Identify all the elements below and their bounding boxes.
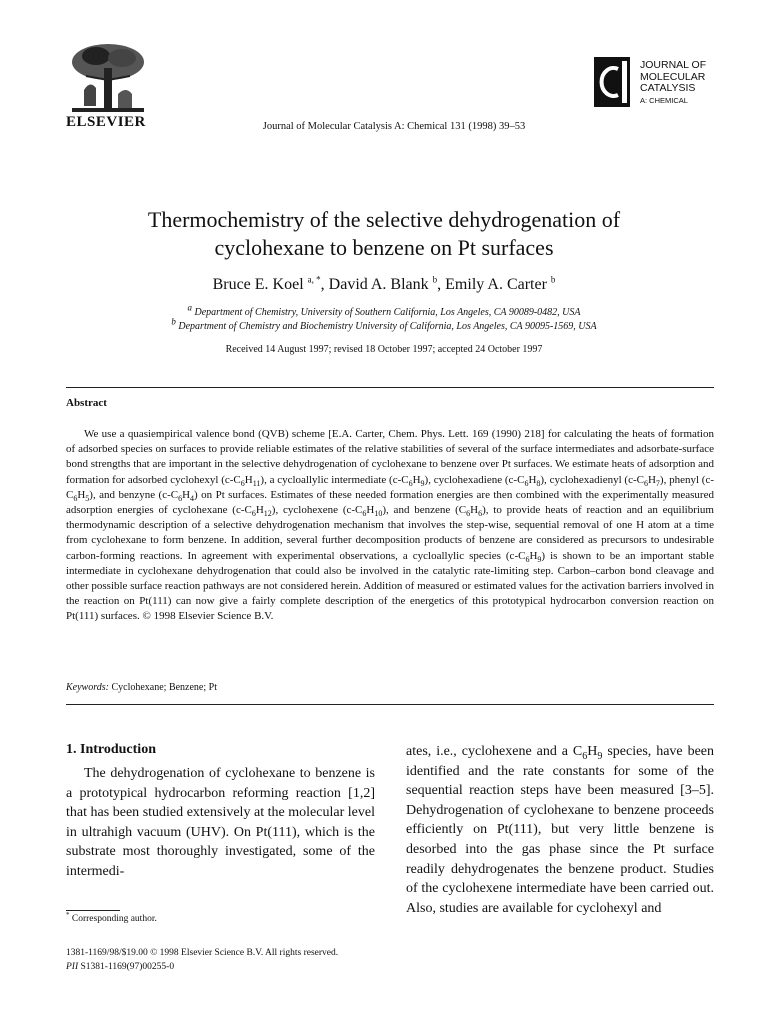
title-line: cyclohexane to benzene on Pt surfaces [214,235,554,260]
journal-title [640,60,706,106]
divider [66,387,714,388]
title-line: Thermochemistry of the selective dehydrogenation of [147,207,621,232]
affil-mark: a [187,302,192,313]
right-column [406,742,714,918]
affiliation [60,302,708,320]
keywords-label: Keywords: [66,682,109,693]
abstract-heading: Abstract [66,397,107,409]
copyright-text: 1381-1169/98/$19.00 © 1998 Elsevier Science B.V. All rights reserved. [66,948,339,958]
keywords-list: Cyclohexane; Benzene; Pt [111,682,217,693]
author-name: Emily A. Carter [445,276,547,293]
keywords [66,682,217,693]
footnote-mark: * [66,910,70,919]
affil-mark: b [171,316,176,327]
intro-paragraph: The dehydrogenation of cyclohexane to benzene is a prototypical hydrocarbon reforming reaction [1,2] that has been studied extensively at the molecular level in ultrahigh vacuum (UHV). On Pt(111), which is the substrate most thoroughly investigated, some of the intermedi- [66,766,375,879]
publisher-name: ELSEVIER [66,114,146,130]
pii-value: S1381-1169(97)00255-0 [80,962,175,972]
author-name: Bruce E. Koel [212,276,304,293]
section-heading: 1. Introduction [66,742,156,757]
footnote-rule [66,910,120,911]
journal-title-line: CATALYSIS [640,82,696,95]
divider [66,704,714,705]
affiliation [60,316,708,334]
article-title [60,206,708,262]
author-list: Bruce E. Koel $^{a, *}$, David A. Blank $^b$, Emily A. Carter $^b$ [212,274,556,293]
pii-label: PII [66,962,79,972]
copyright-block [66,946,338,974]
author-affil-mark: b [432,274,438,285]
author-affil-mark: b [550,274,556,285]
journal-citation: Journal of Molecular Catalysis A: Chemical 131 (1998) 39–53 [262,121,526,132]
pii-line [66,960,338,974]
author-name: David A. Blank [328,276,429,293]
affil-text: Department of Chemistry and Biochemistry University of California, Los Angeles, CA 90095-1569, USA [178,321,597,332]
left-column [66,742,375,882]
intro-paragraph-cont: ates, i.e., cyclohexene and a $C_6H_9$ species, have been identified and the rate constants for some of the sequential reaction steps have been measured [3–5]. Dehydrogenation of cyclohexane to benzene proceeds efficiently on Pt(111), but very little benzene is desorbed into the gas phase since the Pt surface readily dehydrogenates the benzene product. Studies of the cyclohexene intermediate have been carried out. Also, studies are available for cyclohexyl and [406,744,714,916]
abstract-text: We use a quasiempirical valence bond (QVB) scheme [E.A. Carter, Chem. Phys. Lett. 169 (1990) 218] for calculating the heats of formation of adsorbed species on surfaces to provide reliable estimates of the relative stabilities of several of the surface intermediates and adsorbate-surface bond strengths that are important in the selective dehydrogenation of cyclohexane to benzene over Pt surfaces. We estimate heats of adsorption and formation for adsorbed cyclohexyl $(c-C_6H_{11})$, a cycloallylic intermediate $(c-C_6H_9)$, cyclohexadiene $(c-C_6H_8)$, cyclohexadienyl $(c-C_6H_7)$, phenyl $(c-C_6H_5)$, and benzyne $(c-C_6H_4)$ on Pt surfaces. Estimates of these needed formation energies are then combined with the experimentally measured adsorption energies of cyclohexane $(c-C_6H_{12})$, cyclohexene $(c-C_6H_{10})$, and benzene $(C_6H_6)$, to provide heats of reaction and an equilibrium thermodynamic description of a selective dehydrogenation mechanism that involves the step-wise, sequential removal of one H atom at a time from cyclohexane to form benzene. In addition, several further decomposition products of benzene are considered as precursors to undesirable carbon-forming reactions. In agreement with experimental observations, a cycloallylic species $(c-C_6H_9)$ is shown to be an important stable intermediate in cyclohexane dehydrogenation that could also be involved in the catalytic rate-limiting step. Carbon–carbon bond cleavage and other possible surface reaction pathways are not considered herein. Addition of measured or estimated values for the activation barriers involved in the reaction on Pt(111) can now give a fairly complete description of the energetics of this prototypical hydrocarbon conversion reaction on Pt(111) surfaces. © 1998 Elsevier Science B.V. [66,428,714,623]
journal-title-line: JOURNAL OF [640,59,707,71]
journal-title-line: MOLECULAR [640,70,706,83]
footnote-text: Corresponding author. [71,914,157,924]
received-dates: Received 14 August 1997; revised 18 October 1997; accepted 24 October 1997 [225,344,543,355]
author-affil-mark: a, * [307,274,321,285]
journal-subtitle: A: CHEMICAL [640,95,688,105]
journal-logo-icon [594,57,630,107]
footnote [66,910,157,924]
affil-text: Department of Chemistry, University of Southern California, Los Angeles, CA 90089-0482, USA [194,307,581,318]
